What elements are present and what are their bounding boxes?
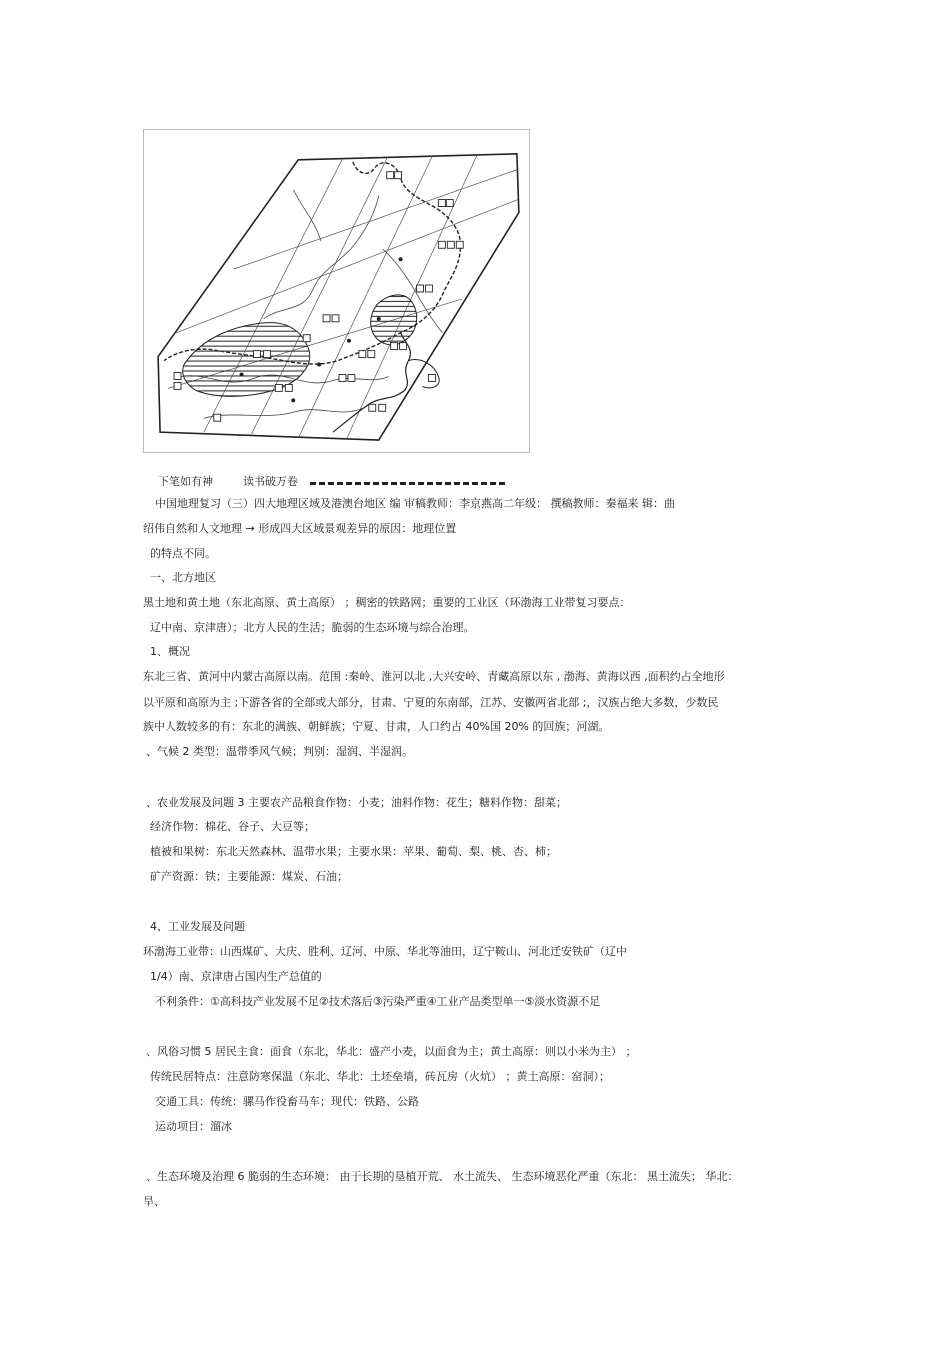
text-line: 矿产资源：铁；主要能源：煤炭、石油； bbox=[150, 870, 348, 883]
text-line: 、气候 2 类型：温带季风气候；判别：湿润、半湿润。 bbox=[146, 745, 413, 758]
text-line: 旱、 bbox=[143, 1195, 165, 1208]
text-line: 绍伟自然和人文地理 → 形成四大区域景观差异的原因：地理位置 bbox=[143, 522, 457, 535]
text-line: 交通工具：传统：骡马作役畜马车；现代：铁路、公路 bbox=[155, 1095, 419, 1108]
text-line: 1/4）南、京津唐占国内生产总值的 bbox=[150, 970, 322, 983]
text-line: 、农业发展及问题 3 主要农产品粮食作物：小麦；油料作物：花生；糖料作物：甜菜； bbox=[146, 796, 567, 809]
north-china-map-figure bbox=[143, 129, 530, 453]
text-line: 、生态环境及治理 6 脆弱的生态环境： 由于长期的垦植开荒、 水土流失、 生态环境恶化严重（东北： 黑土流失； 华北： bbox=[146, 1170, 739, 1183]
doc-title-line: 中国地理复习（三）四大地理区域及港澳台地区 编 审稿教师：李京燕高二年级： 撰稿教师：秦福来 辑：曲 bbox=[155, 497, 675, 510]
text-line: 辽中南、京津唐）；北方人民的生活；脆弱的生态环境与综合治理。 bbox=[150, 621, 475, 634]
subsection-heading: 1、概况 bbox=[150, 645, 190, 658]
map-illustration bbox=[144, 130, 529, 452]
text-line: 黑土地和黄土地（东北高原、黄土高原） ；稠密的铁路网；重要的工业区（环渤海工业带复习要点： bbox=[143, 596, 631, 609]
subsection-heading: 4、工业发展及问题 bbox=[150, 920, 245, 933]
text-line: 环渤海工业带：山西煤矿、大庆、胜利、辽河、中原、华北等油田，辽宁鞍山、河北迁安铁矿（辽中 bbox=[143, 945, 627, 958]
text-line: 以平原和高原为主 ;下游各省的全部或大部分，甘肃、宁夏的东南部，江苏、安徽两省北部 ;，汉族占绝大多数，少数民 bbox=[143, 696, 719, 709]
motto-1: 下笔如有神 bbox=[158, 475, 213, 488]
text-line: 经济作物：棉花、谷子、大豆等； bbox=[150, 820, 315, 833]
text-line: 植被和果树：东北天然森林、温带水果；主要水果：苹果、葡萄、梨、桃、杏、柿； bbox=[150, 845, 557, 858]
text-line: 东北三省、黄河中内蒙古高原以南。范围 :秦岭、淮河以北 ,大兴安岭、青藏高原以东 , 渤海、黄海以西 ,面积约占全地形 bbox=[143, 670, 725, 683]
text-line: 的特点不同。 bbox=[150, 547, 216, 560]
text-line: 族中人数较多的有：东北的满族、朝鲜族；宁夏、甘肃，人口约占 40%国 20% 的回族；河湖。 bbox=[143, 720, 610, 733]
text-line: 、风俗习惯 5 居民主食：面食（东北，华北：盛产小麦，以面食为主；黄土高原：则以小米为主） ； bbox=[146, 1045, 637, 1058]
section-heading: 一、北方地区 bbox=[150, 571, 216, 584]
text-line: 不利条件：①高科技产业发展不足②技术落后③污染严重④工业产品类型单一⑤淡水资源不足 bbox=[155, 995, 601, 1008]
text-line: 传统民居特点：注意防寒保温（东北、华北：土坯垒墙，砖瓦房（火炕） ；黄土高原：窑洞）； bbox=[150, 1070, 610, 1083]
header-dashed-rule bbox=[310, 482, 505, 485]
text-line: 运动项目：溜冰 bbox=[155, 1120, 232, 1133]
motto-2: 读书破万卷 bbox=[243, 475, 298, 488]
